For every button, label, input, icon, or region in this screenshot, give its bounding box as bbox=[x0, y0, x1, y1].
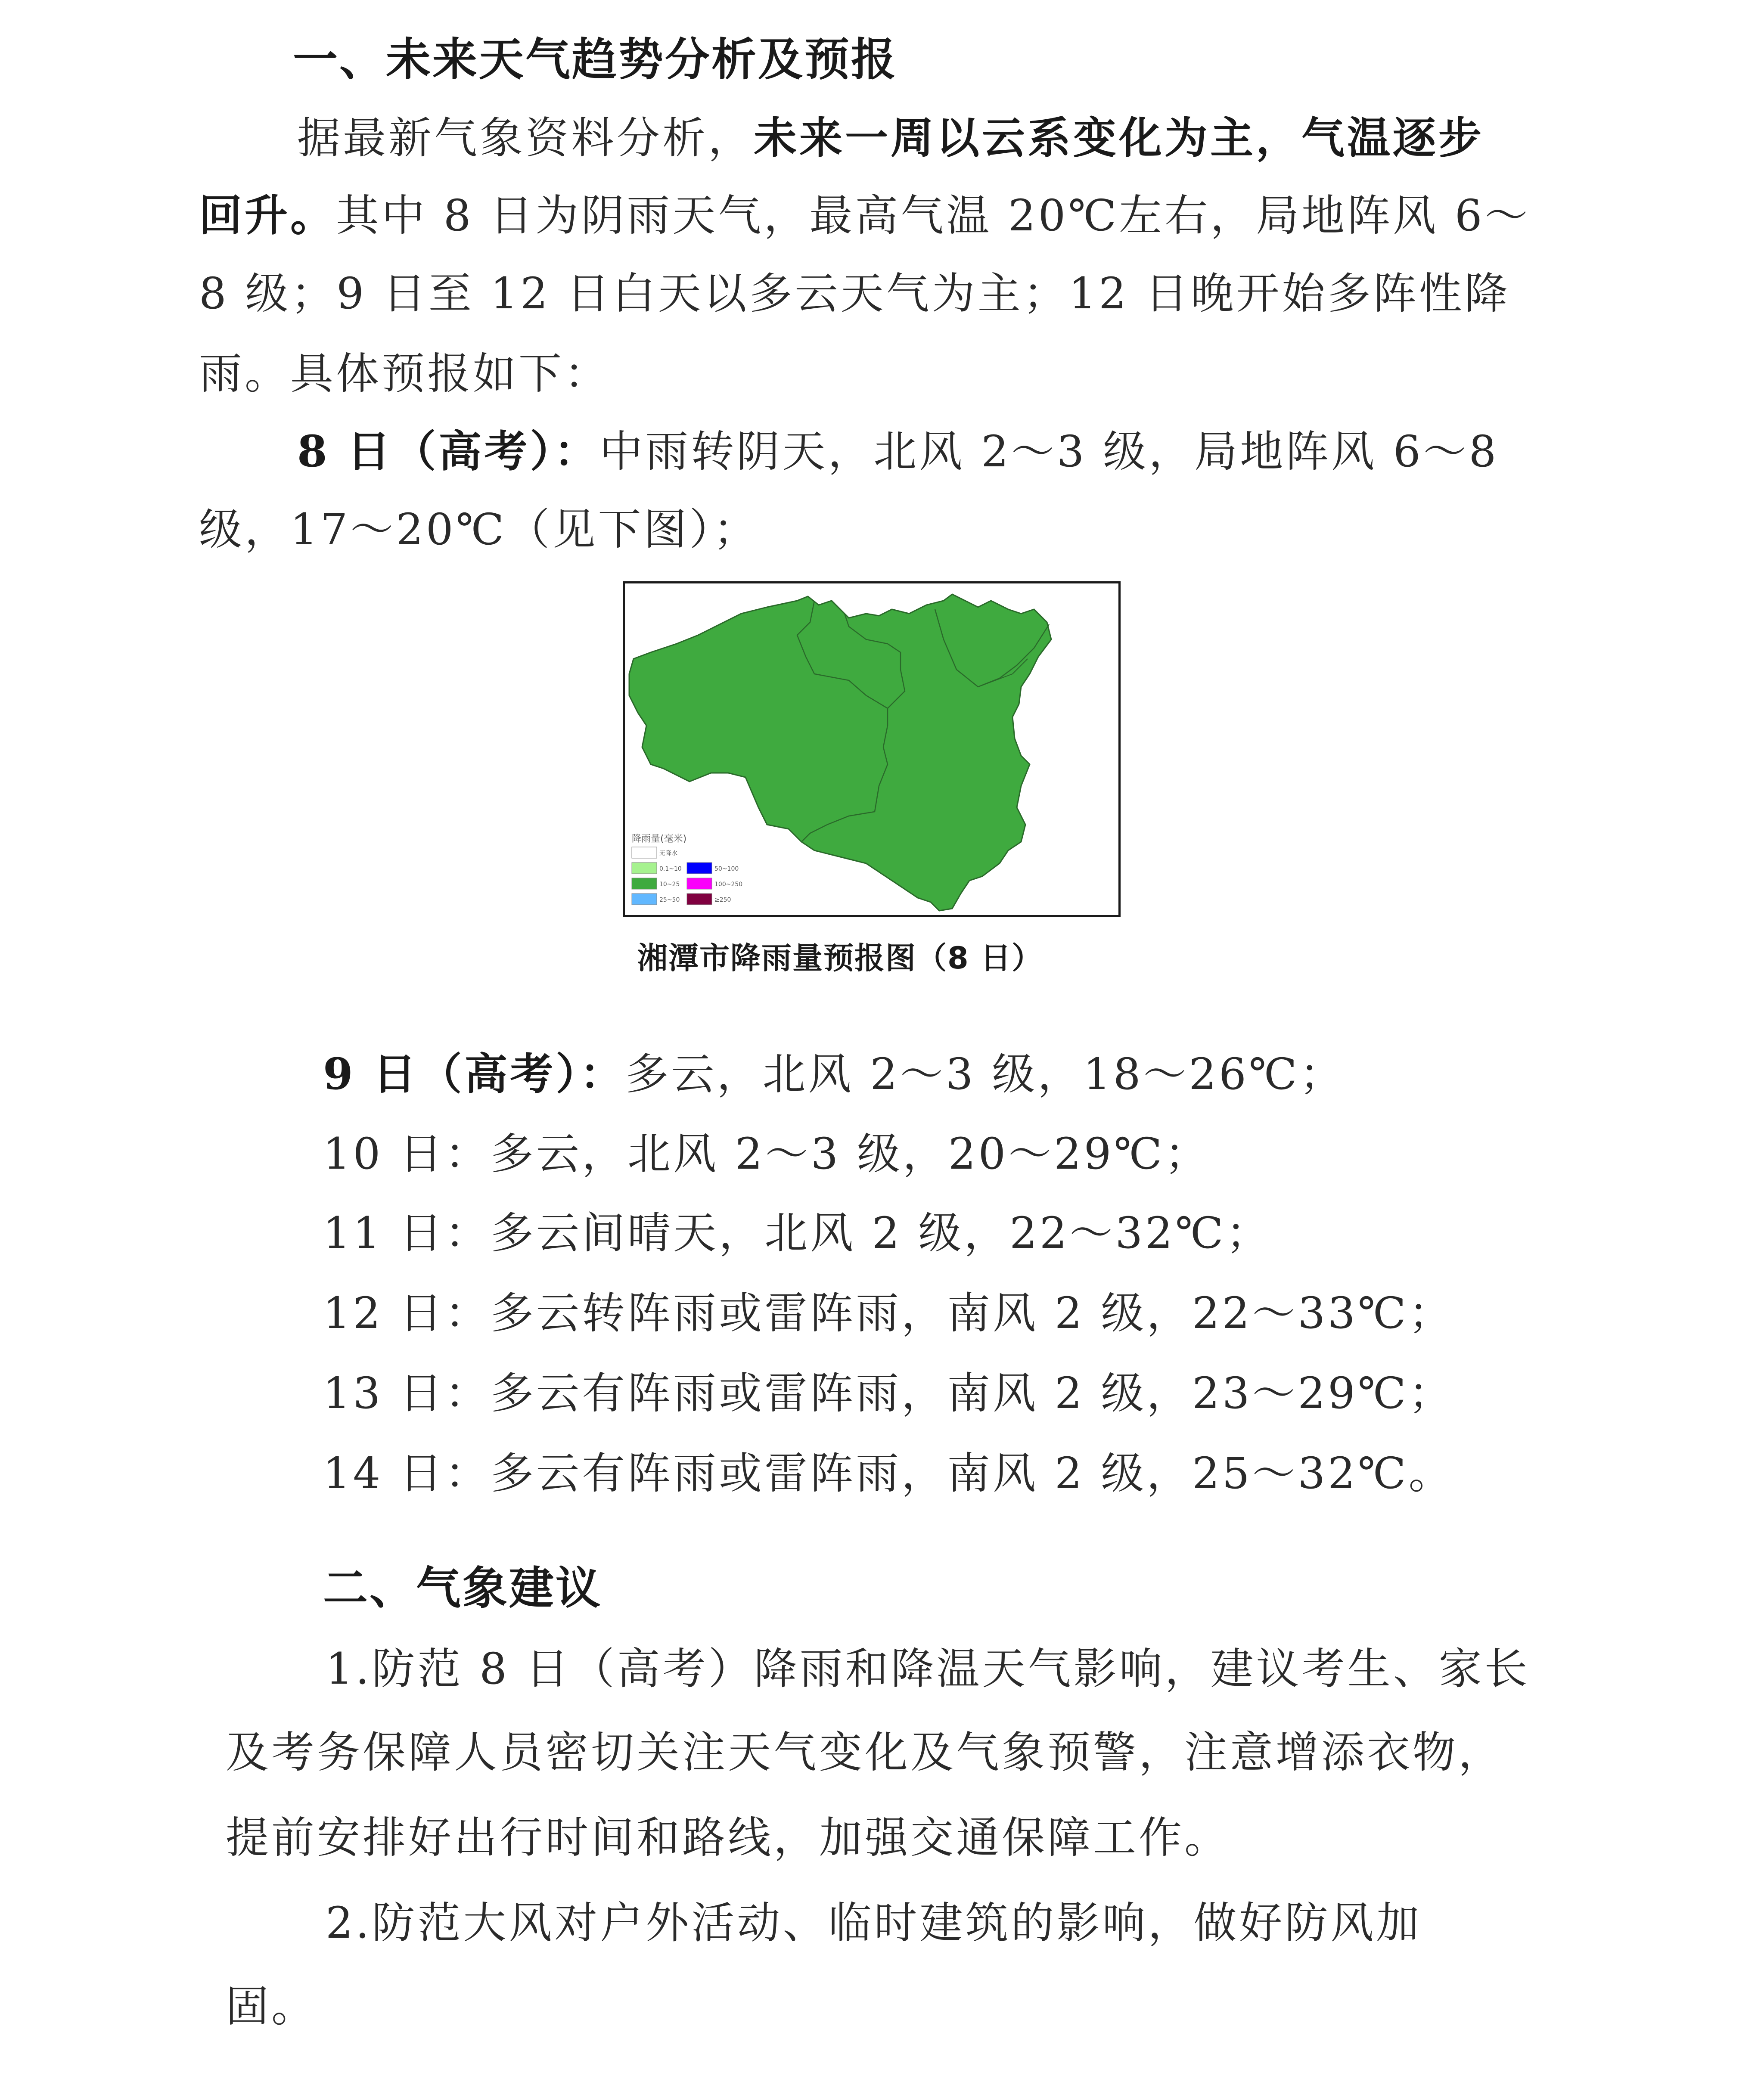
forecast-row-11: 11 日：多云间晴天，北风 2 级，22～32℃； bbox=[323, 1208, 1272, 1258]
legend-swatch bbox=[632, 878, 657, 889]
para-line-1: 据最新气象资料分析，未来一周以云系变化为主，气温逐步 bbox=[297, 112, 1484, 163]
forecast-row-10: 10 日：多云，北风 2～3 级，20～29℃； bbox=[323, 1129, 1211, 1179]
para-line-2: 回升。其中 8 日为阴雨天气，最高气温 20℃左右，局地阵风 6～ bbox=[199, 190, 1531, 241]
forecast-row-13: 13 日：多云有阵雨或雷阵雨，南风 2 级，23～29℃； bbox=[323, 1368, 1454, 1418]
section1-heading: 一、未来天气趋势分析及预报 bbox=[293, 33, 898, 86]
legend-label: 25~50 bbox=[659, 897, 680, 903]
advice-line-5: 固。 bbox=[226, 1981, 317, 2032]
legend-swatch bbox=[632, 862, 657, 874]
para-line-3: 8 级；9 日至 12 日白天以多云天气为主；12 日晚开始多阵性降 bbox=[199, 268, 1510, 319]
day8-line-1: 8 日（高考）：中雨转阴天，北风 2～3 级，局地阵风 6～8 bbox=[297, 426, 1499, 477]
legend-label: 100~250 bbox=[714, 881, 743, 888]
legend-label: 10~25 bbox=[659, 881, 680, 888]
day8-line-2: 级，17～20℃（见下图）； bbox=[199, 504, 759, 555]
para-line-4: 雨。具体预报如下： bbox=[199, 348, 610, 399]
legend-swatch bbox=[687, 893, 712, 905]
legend-swatch bbox=[632, 847, 657, 858]
legend-title: 降雨量(毫米) bbox=[632, 834, 687, 844]
legend-label: 0.1~10 bbox=[659, 866, 682, 872]
advice-line-1: 1.防范 8 日（高考）降雨和降温天气影响，建议考生、家长 bbox=[326, 1644, 1530, 1694]
section2-heading: 二、气象建议 bbox=[323, 1562, 602, 1614]
forecast-row-9: 9 日（高考）：多云，北风 2～3 级，18～26℃； bbox=[323, 1049, 1345, 1099]
rainfall-forecast-map bbox=[623, 581, 1121, 917]
legend-swatch bbox=[687, 878, 712, 889]
advice-line-3: 提前安排好出行时间和路线，加强交通保障工作。 bbox=[226, 1812, 1230, 1863]
legend-label: ≥250 bbox=[714, 897, 731, 903]
legend-swatch bbox=[632, 893, 657, 905]
legend-label: 50~100 bbox=[714, 866, 739, 872]
forecast-row-14: 14 日：多云有阵雨或雷阵雨，南风 2 级，25～32℃。 bbox=[323, 1448, 1454, 1498]
legend-label: 无降水 bbox=[659, 850, 677, 857]
advice-line-2: 及考务保障人员密切关注天气变化及气象预警，注意增添衣物， bbox=[226, 1727, 1504, 1778]
legend-swatch bbox=[687, 862, 712, 874]
legend bbox=[632, 847, 742, 905]
forecast-row-12: 12 日：多云转阵雨或雷阵雨，南风 2 级，22～33℃； bbox=[323, 1288, 1454, 1338]
map-caption: 湘潭市降雨量预报图（8 日） bbox=[637, 940, 1043, 976]
advice-line-4: 2.防范大风对户外活动、临时建筑的影响，做好防风加 bbox=[326, 1898, 1422, 1948]
